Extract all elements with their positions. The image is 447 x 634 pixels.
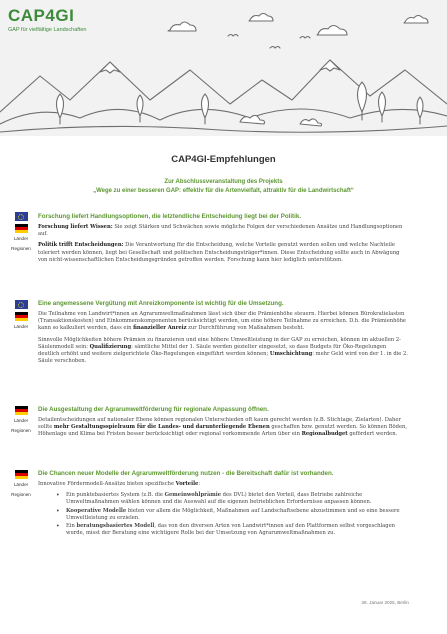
bold-text: Kooperative Modelle (66, 507, 127, 514)
paragraph (38, 417, 408, 439)
section-4 (38, 470, 408, 538)
text: Sinnvolle Möglichkeiten höhere Prämien zu finanzieren und eine höhere Umweltleistung in der GAP zu erreichen, können im aktuellen 2-Säulenmodell sein: (38, 336, 401, 350)
paragraph (38, 337, 408, 366)
flags-section-2 (8, 300, 34, 334)
germany-flag-icon (15, 224, 28, 233)
header-banner (0, 0, 447, 136)
text: Innovative Fördermodell-Ansätze bieten spezifische (38, 481, 176, 487)
text: gefördert werden. (347, 431, 398, 438)
text: Die Teilnahme von Landwirt*innen an Agrarumweltmaßnahmen lässt sich über die Prämienhöhe steuern. Hierbei können Bürokratielasten (Transaktionskosten) und Einkommenskomponenten berücksichtigt werden, um eine höhere Teilnahme zu erreichen. D.h. die Prämienhöhe kann so kalkuliert werden, dass ein (38, 311, 407, 332)
subtitle-line-1: Zur Abschlussveranstaltung des Projekts (164, 179, 283, 185)
bold-text: Regionalbudget (301, 431, 348, 438)
laender-label: Länder (13, 418, 29, 423)
bold-text: Forschung liefert Wissen: (38, 224, 113, 230)
bold-text: Gemeinwohlprämie (164, 492, 221, 499)
section-heading: Forschung liefert Handlungsoptionen, die letztendliche Entscheidung liegt bei der Politik. (38, 213, 301, 220)
flags-section-1 (8, 212, 34, 256)
list-item (66, 523, 408, 537)
page-subtitle (0, 178, 447, 195)
text: Ein punktebasiertes System (z.B. die (66, 492, 165, 499)
section-3 (38, 406, 408, 443)
text: Detailentscheidungen auf nationaler Ebene können regionalen Unterschieden oft kaum gerecht werden (z.B. Stichtage, Zielarten). Daher sollte (38, 417, 401, 431)
list-item (66, 492, 408, 506)
paragraph (38, 311, 408, 333)
logo-text: CAP4GI (8, 6, 75, 25)
bold-text: Vorteile (175, 481, 199, 487)
regionen-label: Regionen (11, 428, 31, 433)
eu-flag-icon (15, 212, 28, 221)
text: Ein (66, 523, 77, 530)
laender-label: Länder (13, 324, 29, 329)
text: Die Verantwortung für die Entscheidung, welche Vorteile genutzt werden sollen und welche Nachteile toleriert werden können, liegt bei Gesellschaft und politischen Entscheidungsträger*innen. Diese Entscheidung sollte auch in Abwägung von nicht-wissenschaftlichen Entscheidungsgründen getroffen werden. Forschung kann hier lediglich unterstützen. (38, 242, 400, 263)
text: : (198, 481, 201, 487)
flags-section-4 (8, 470, 34, 502)
list-item (66, 508, 408, 522)
bold-text: Politik trifft Entscheidungen: (38, 242, 124, 249)
text: geschaffen bzw. genutzt werden. So können Böden, Höhenlage und Klima bei Fristen besser berücksichtigt oder regional vorkommende Arten über ein (38, 424, 408, 438)
regionen-label: Regionen (11, 246, 31, 251)
bold-text: mehr Gestaltungsspielraum für die Landes- und darunterliegende Ebenen (53, 424, 270, 431)
text: zur Durchführung von Maßnahmen besteht. (186, 325, 305, 332)
laender-label: Länder (13, 482, 29, 487)
footer-date: 28. Januar 2025, Berlin (361, 600, 409, 605)
section-1 (38, 213, 408, 268)
germany-flag-icon (15, 312, 28, 321)
germany-flag-icon (15, 406, 28, 415)
flags-section-3 (8, 406, 34, 438)
text: , das von den diversen Arten von Landwirt*innen auf den Plattformen selbst vorgeschlagen wurde, misst der Beratung eine wichtigere Rolle bei der Umsetzung von Agrarumweltmaßnahmen zu. (66, 523, 395, 537)
text: : sämtliche Mittel der 1. Säule werden gezielter eingesetzt, so dass Budgets für Öko-Regelungen deutlich erhöht und weitere zielgerichtete Öko-Regelungen eingeführt werden können; (38, 343, 387, 358)
text: : mehr Geld wird von der 1. in die 2. Säule verschoben. (38, 351, 408, 365)
logo-tagline: GAP für vielfältige Landschaften (8, 27, 87, 33)
text: bieten vor allem die Möglichkeit, Maßnahmen auf Landschaftsebene abzustimmen und so eine bessere Umweltleistung zu erzielen. (66, 507, 400, 521)
eu-flag-icon (15, 300, 28, 309)
regionen-label: Regionen (11, 492, 31, 497)
paragraph (38, 481, 408, 488)
paragraph (38, 242, 408, 264)
text: des DVL) bietet den Vorteil, dass Betriebe zahlreiche Umweltmaßnahmen wählen können und die Auswahl auf die eigenen betrieblichen Erfordernisse anpassen können. (66, 492, 372, 506)
section-heading: Die Ausgestaltung der Agrarumweltförderung für regionale Anpassung öffnen. (38, 406, 269, 413)
section-2 (38, 300, 408, 369)
bold-text: Umschichtung (269, 351, 313, 358)
germany-flag-icon (15, 470, 28, 479)
section-heading: Die Chancen neuer Modelle der Agrarumweltförderung nutzen - die Bereitschaft dafür ist vorhanden. (38, 470, 334, 477)
text: Sie zeigt Stärken und Schwächen sowie mögliche Folgen der verschiedenen Ansätze und Handlungsoptionen auf. (38, 224, 403, 238)
logo (8, 6, 86, 33)
bold-text: Qualifizierung (89, 343, 132, 350)
section-heading: Eine angemessene Vergütung mit Anreizkomponente ist wichtig für die Umsetzung. (38, 300, 284, 307)
subtitle-line-2: „Wege zu einer besseren GAP: effektiv für die Artenvielfalt, attraktiv für die Landwirtschaft“ (93, 187, 354, 194)
bold-text: finanzieller Anreiz (133, 325, 187, 332)
page-title: CAP4GI-Empfehlungen (171, 154, 276, 165)
paragraph (38, 224, 408, 238)
bold-text: beratungsbasiertes Modell (76, 523, 155, 530)
advantages-list (66, 492, 408, 537)
laender-label: Länder (13, 236, 29, 241)
